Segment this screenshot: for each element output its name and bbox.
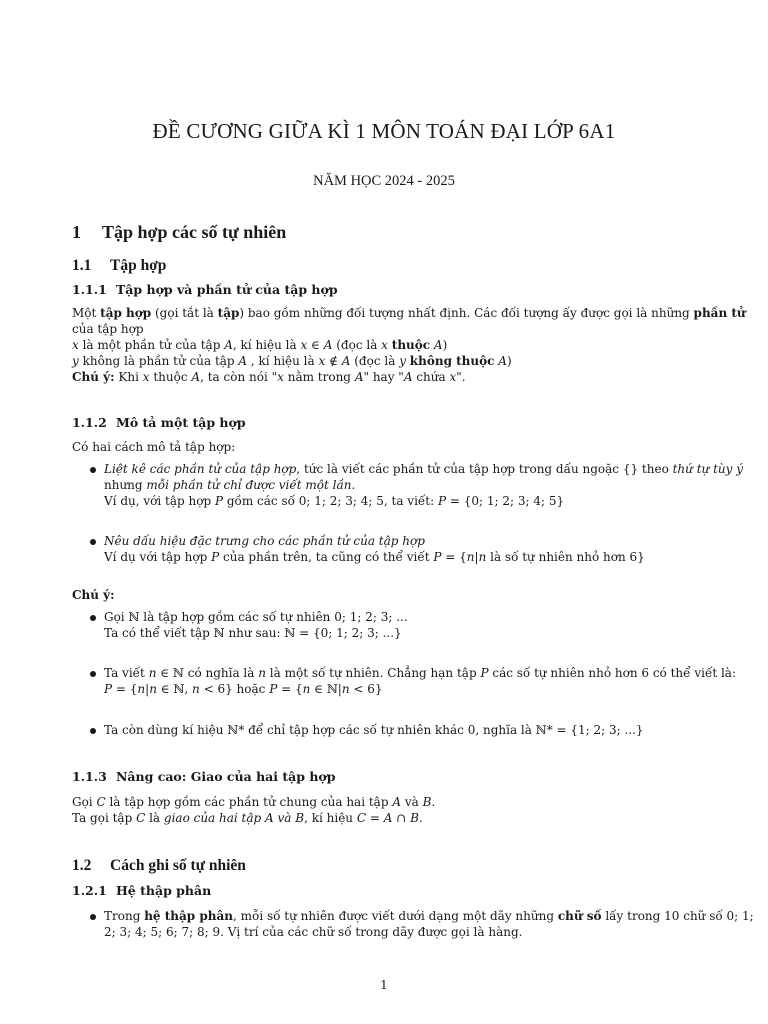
section-number: 1 (72, 222, 81, 242)
list-item-line: Ta còn dùng kí hiệu ℕ* để chỉ tập hợp các số tự nhiên khác 0, nghĩa là ℕ* = {1; 2; 3; ...} (104, 723, 644, 737)
list-item-line: Liệt kê các phần tử của tập hợp, tức là viết các phần tử của tập hợp trong dấu ngoặc {} theo thứ tự tùy ý (104, 462, 743, 476)
bullet-icon (90, 914, 96, 920)
section-title: Tập hợp các số tự nhiên (102, 222, 287, 242)
document-title: ĐỀ CƯƠNG GIỮA KÌ 1 MÔN TOÁN ĐẠI LỚP 6A1 (152, 119, 616, 143)
list-item-line: Ta có thể viết tập ℕ như sau: ℕ = {0; 1; 2; 3; ...} (104, 626, 402, 640)
list-item-line: Trong hệ thập phân, mỗi số tự nhiên được viết dưới dạng một dãy những chữ số lấy trong 10 chữ số 0; 1; (104, 909, 754, 923)
list-item-line: 2; 3; 4; 5; 6; 7; 8; 9. Vị trí của các chữ số trong dãy được gọi là hàng. (104, 925, 523, 939)
subsection-heading-1-1 (72, 257, 166, 275)
subsubsection-title: Tập hợp và phần tử của tập hợp (116, 282, 338, 297)
paragraph-line: Một tập hợp (gọi tắt là tập) bao gồm những đối tượng nhất định. Các đối tượng ấy được gọi là những phần tử (72, 306, 746, 320)
list-item-line: Nêu dấu hiệu đặc trưng cho các phần tử của tập hợp (104, 534, 425, 548)
subsection-title: Tập hợp (110, 257, 167, 274)
subsection-number: 1.1 (72, 257, 92, 274)
list-item-line: Ví dụ với tập hợp P của phần trên, ta cũng có thể viết P = {n|n là số tự nhiên nhỏ hơn 6} (104, 550, 645, 564)
subsubsection-number: 1.1.3 (72, 769, 107, 784)
subsubsection-title: Nâng cao: Giao của hai tập hợp (116, 769, 336, 784)
list-item-line: Gọi ℕ là tập hợp gồm các số tự nhiên 0; 1; 2; 3; ... (104, 610, 408, 624)
bullet-icon (90, 615, 96, 621)
subsubsection-heading-1-1-2 (72, 415, 246, 430)
subsubsection-title: Hệ thập phân (116, 883, 212, 898)
bullet-icon (90, 671, 96, 677)
paragraph-line: x là một phần tử của tập A, kí hiệu là x ∈ A (đọc là x thuộc A) (72, 338, 448, 352)
list-item-line: Ví dụ, với tập hợp P gồm các số 0; 1; 2; 3; 4; 5, ta viết: P = {0; 1; 2; 3; 4; 5} (104, 494, 565, 508)
subsubsection-heading-1-1-3 (72, 769, 336, 784)
note-line: Chú ý: Khi x thuộc A, ta còn nói "x nằm trong A" hay "A chứa x". (72, 370, 466, 384)
subsubsection-heading-1-1-1 (72, 282, 338, 297)
bullet-icon (90, 467, 96, 473)
subsection-number: 1.2 (72, 857, 92, 874)
subsubsection-number: 1.1.2 (72, 415, 107, 430)
paragraph-line: của tập hợp (72, 322, 144, 336)
paragraph-line: y không là phần tử của tập A , kí hiệu là x ∉ A (đọc là y không thuộc A) (72, 354, 512, 368)
paragraph-line: Gọi C là tập hợp gồm các phần tử chung của hai tập A và B. (72, 795, 436, 809)
paragraph-line: Ta gọi tập C là giao của hai tập A và B, kí hiệu C = A ∩ B. (72, 811, 423, 825)
note-heading: Chú ý: (72, 588, 115, 602)
document-subtitle: NĂM HỌC 2024 - 2025 (313, 173, 455, 189)
subsubsection-heading-1-2-1 (72, 883, 211, 898)
page-number: 1 (380, 978, 388, 992)
section-heading-1 (72, 222, 286, 243)
subsection-heading-1-2 (72, 857, 246, 875)
paragraph-line: Có hai cách mô tả tập hợp: (72, 440, 236, 454)
subsubsection-number: 1.1.1 (72, 282, 107, 297)
list-item-line: P = {n|n ∈ ℕ, n < 6} hoặc P = {n ∈ ℕ|n < 6} (104, 682, 383, 696)
subsection-title: Cách ghi số tự nhiên (110, 857, 246, 874)
subsubsection-title: Mô tả một tập hợp (116, 415, 246, 430)
bullet-icon (90, 539, 96, 545)
bullet-icon (90, 728, 96, 734)
list-item-line: Ta viết n ∈ ℕ có nghĩa là n là một số tự nhiên. Chẳng hạn tập P các số tự nhiên nhỏ hơn 6 có thể viết là: (104, 666, 736, 680)
subsubsection-number: 1.2.1 (72, 883, 107, 898)
list-item-line: nhưng mỗi phần tử chỉ được viết một lần. (104, 478, 356, 492)
